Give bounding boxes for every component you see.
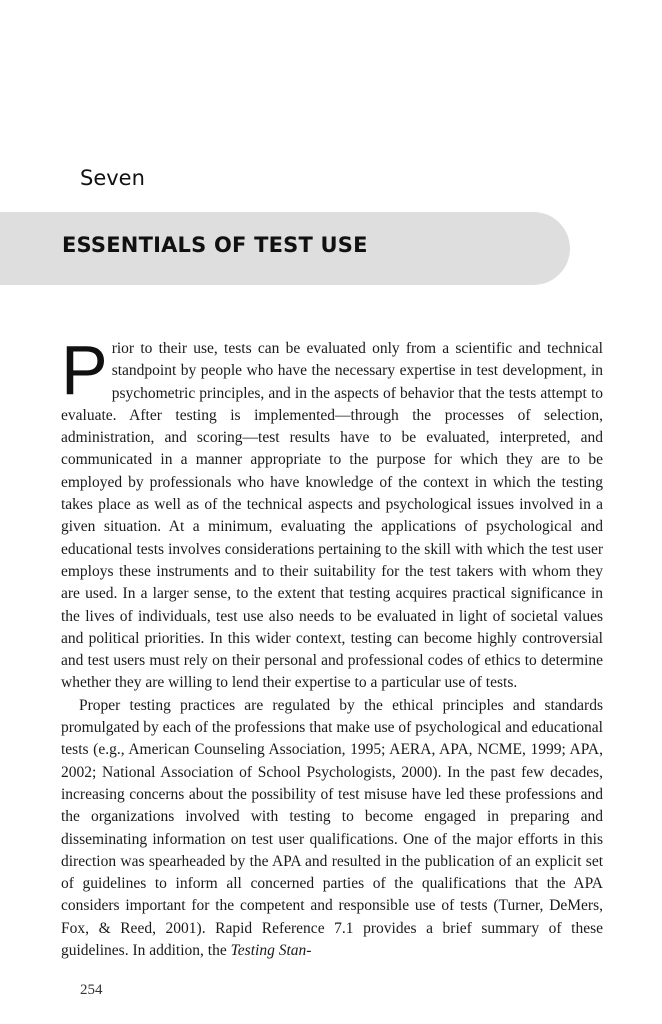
italic-title-fragment: Testing Stan- <box>230 942 312 960</box>
paragraph-1-text: rior to their use, tests can be evaluated only from a scientific and technical standpoint by people who have the necessary expertise in test development, in psychometric principles, and in the aspects of behavior that the tests attempt to evaluate. After testing is implemented—through the processes of selection, administration, and scoring—test results have to be evaluated, interpreted, and communicated in a manner appropriate to the purpose for which they are to be employed by professionals who have knowledge of the context in which the testing takes place as well as of the technical aspects and psychological issues involved in a given situation. At a minimum, evaluating the applications of psychological and educational tests involves considerations pertaining to the skill with which the test user employs these instruments and to their suitability for the test takers with whom they are used. In a larger sense, to the extent that testing acquires practical significance in the lives of individuals, test use also needs to be evaluated in light of societal values and political priorities. In this wider context, testing can become highly controversial and test users must rely on their personal and professional codes of ethics to determine whether they are willing to lend their expertise to a particular use of tests. <box>61 340 603 692</box>
page-number: 254 <box>80 982 103 998</box>
paragraph-2-text: Proper testing practices are regulated by the ethical principles and standards promulgated by each of the professions that make use of psychological and educational tests (e.g., American Counseling Association, 1995; AERA, APA, NCME, 1999; APA, 2002; National Association of School Psychologists, 2000). In the past few decades, increasing concerns about the possibility of test misuse have led these professions and the organizations involved with testing to become engaged in preparing and disseminating information on test user qualifications. One of the major efforts in this direction was spearheaded by the APA and resulted in the publication of an explicit set of guidelines to inform all concerned parties of the qualifications that the APA considers important for the competent and responsible use of tests (Turner, DeMers, Fox, & Reed, 2001). Rapid Reference 7.1 provides a brief summary of these guidelines. In addition, the <box>61 696 603 960</box>
body-text <box>61 331 603 962</box>
paragraph-2 <box>61 695 603 963</box>
paragraph-1 <box>61 331 603 695</box>
drop-cap: P <box>61 331 108 409</box>
chapter-number: Seven <box>80 166 145 190</box>
chapter-title: ESSENTIALS OF TEST USE <box>62 233 368 257</box>
